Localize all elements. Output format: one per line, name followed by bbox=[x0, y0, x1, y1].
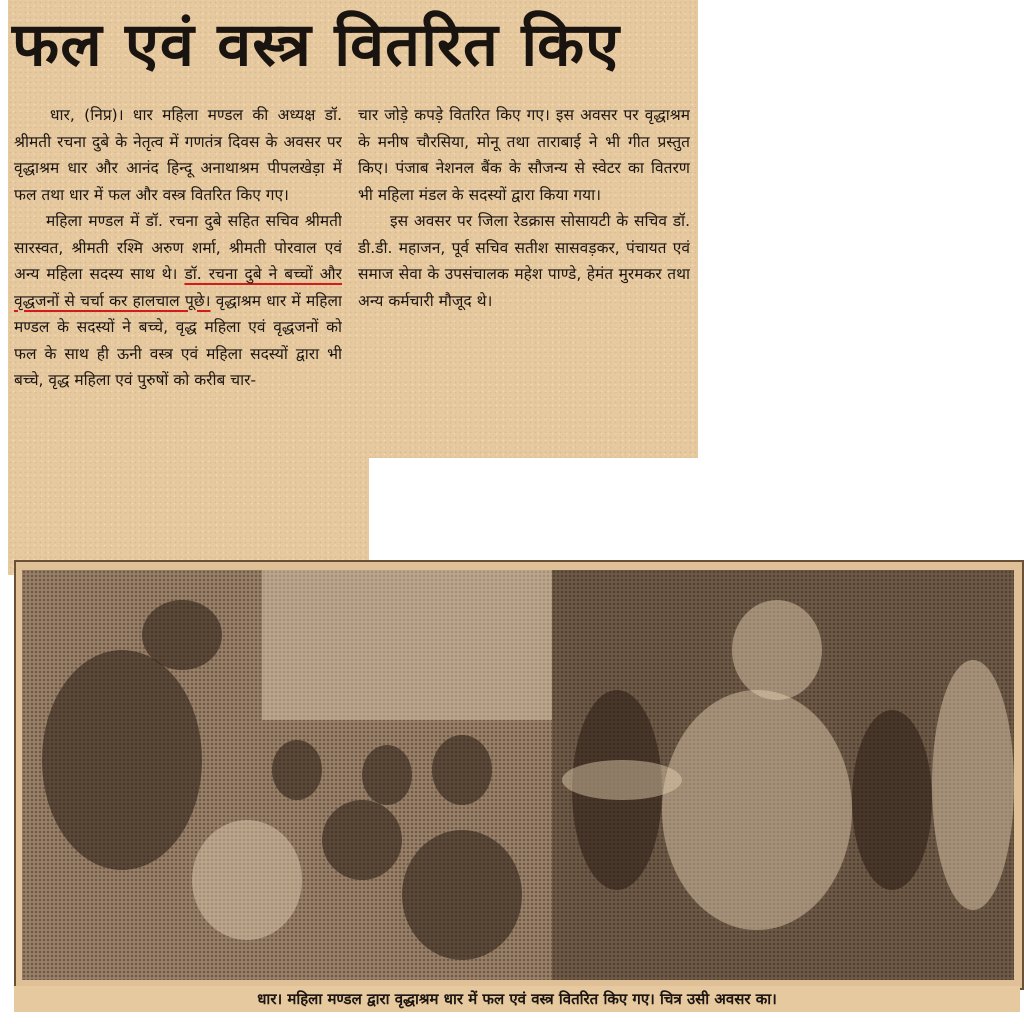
paragraph-continued: चार जोड़े कपड़े वितरित किए गए। इस अवसर पर वृद्धाश्रम के मनीष चौरसिया, मोनू तथा ताराबाई ने भी गीत प्रस्तुत किए। पंजाब नेशनल बैंक के सौजन्य से स्वेटर का वितरण भी महिला मंडल के सदस्यों द्वारा किया गया। bbox=[358, 106, 690, 204]
paragraph-members bbox=[14, 208, 342, 394]
headline: फल एवं वस्त्र वितरित किए bbox=[12, 10, 620, 80]
distribution-text: वृद्धाश्रम धार में महिला मण्डल के सदस्यों ने बच्चे, वृद्ध महिला एवं वृद्धजनों को फल के साथ ही ऊनी वस्त्र एवं महिला सदस्यों द्वारा भी बच्चे, वृद्ध महिला एवं पुरुषों को करीब चार- bbox=[14, 291, 342, 389]
paragraph-redcross: इस अवसर पर जिला रेडक्रास सोसायटी के सचिव डॉ. डी.डी. महाजन, पूर्व सचिव सतीश सासवड़कर, पंचायत एवं समाज सेवा के उपसंचालक महेश पाण्डे, हेमंत मुरमकर तथा अन्य कर्मचारी मौजूद थे। bbox=[358, 212, 690, 310]
members-text: महिला मण्डल में डॉ. रचना दुबे सहित सचिव श्रीमती सारस्वत, श्रीमती रश्मि अरुण शर्मा, श्रीमती पोरवाल एवं अन्य महिला सदस्य साथ थे। bbox=[14, 212, 342, 283]
underlined-sentence: डॉ. रचना दुबे ने बच्चों और वृद्धजनों से चर्चा कर हालचाल पूछे। bbox=[14, 265, 342, 310]
article-column-right bbox=[358, 102, 690, 452]
article-column-left bbox=[14, 102, 342, 572]
photo-caption: धार। महिला मण्डल द्वारा वृद्धाश्रम धार में फल एवं वस्त्र वितरित किए गए। चित्र उसी अवसर का। bbox=[14, 986, 1020, 1012]
paragraph-intro: धार, (निप्र)। धार महिला मण्डल की अध्यक्ष डॉ. श्रीमती रचना दुबे के नेतृत्व में गणतंत्र दिवस के अवसर पर वृद्धाश्रम धार और आनंद हिन्दू अनाथाश्रम पीपलखेड़ा में फल तथा धार में फल और वस्त्र वितरित किए गए। bbox=[14, 106, 342, 204]
photo-children-group bbox=[22, 570, 552, 980]
photo-distribution bbox=[552, 570, 1014, 980]
news-photo bbox=[14, 560, 1024, 990]
blank-patch bbox=[369, 458, 1024, 562]
